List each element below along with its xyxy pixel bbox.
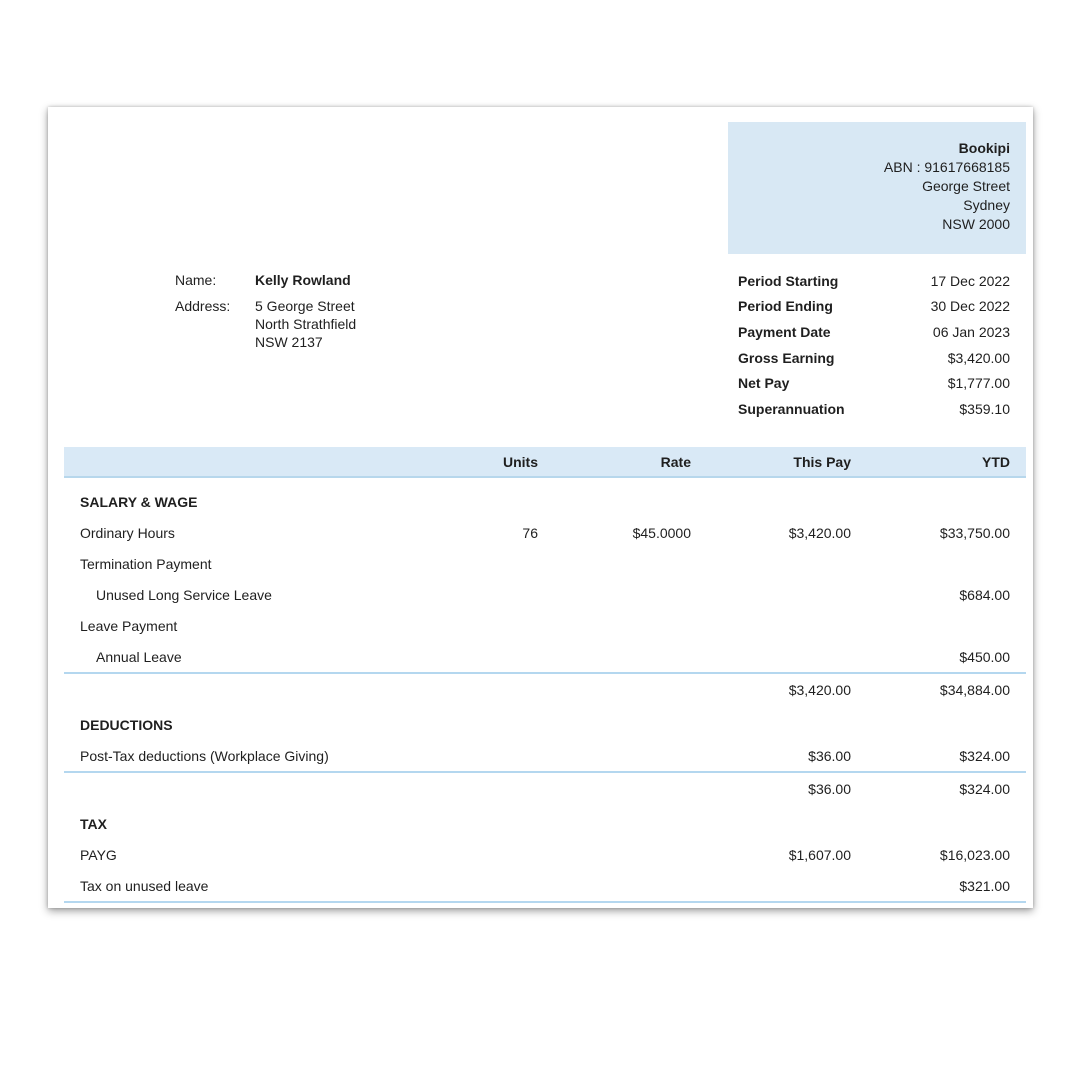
summary-row — [738, 345, 1010, 371]
summary-value: 06 Jan 2023 — [932, 323, 1010, 340]
summary-label: Gross Earning — [738, 349, 835, 366]
row-label: TAX — [80, 815, 107, 832]
company-abn: ABN : 91617668185 — [883, 159, 1010, 175]
summary-label: Payment Date — [738, 323, 831, 340]
row-value: $321.00 — [959, 877, 1010, 894]
row-label: DEDUCTIONS — [80, 716, 173, 733]
table-row — [64, 740, 1026, 771]
row-value: $33,750.00 — [939, 524, 1010, 541]
row-label: PAYG — [80, 846, 117, 863]
table-row — [64, 579, 1026, 610]
company-info-box — [728, 122, 1026, 254]
payslip-page — [48, 107, 1033, 908]
row-value: $3,420.00 — [788, 524, 851, 541]
employee-address-label: Address: — [175, 298, 231, 314]
section-subtotal-row — [64, 674, 1026, 705]
employee-name-row — [175, 271, 356, 290]
section-title-row — [64, 486, 1026, 517]
section-title-row — [64, 808, 1026, 839]
employee-address-line: 5 George Street — [255, 298, 355, 314]
employee-name-label: Name: — [175, 272, 217, 288]
summary-value: 30 Dec 2022 — [930, 298, 1010, 315]
table-row — [64, 610, 1026, 641]
row-value: $36.00 — [808, 780, 851, 797]
row-value: $1,607.00 — [788, 846, 851, 863]
table-section — [64, 486, 1026, 705]
header-this-pay-cell: This Pay — [793, 453, 851, 470]
table-row — [64, 517, 1026, 548]
employee-address-row — [175, 297, 356, 351]
summary-label: Net Pay — [738, 375, 790, 392]
section-title-row — [64, 709, 1026, 740]
row-value: $34,884.00 — [939, 681, 1010, 698]
header-rate-cell: Rate — [660, 453, 691, 470]
table-section — [64, 808, 1026, 903]
row-label: Leave Payment — [80, 617, 178, 634]
pay-table — [64, 447, 1026, 903]
summary-row — [738, 319, 1010, 345]
employee-address-line: North Strathfield — [255, 316, 357, 332]
row-value: $684.00 — [959, 586, 1010, 603]
company-name: Bookipi — [958, 140, 1010, 156]
summary-value: 17 Dec 2022 — [930, 272, 1010, 289]
company-address-line: George Street — [922, 178, 1010, 194]
row-value: $45.0000 — [632, 524, 691, 541]
row-value: $324.00 — [959, 747, 1010, 764]
summary-label: Period Ending — [738, 298, 833, 315]
table-row — [64, 548, 1026, 579]
row-label: Annual Leave — [96, 648, 182, 665]
pay-table-body — [64, 486, 1026, 903]
summary-value: $3,420.00 — [947, 349, 1010, 366]
summary-row — [738, 396, 1010, 422]
summary-label: Superannuation — [738, 400, 845, 417]
section-divider-rule — [64, 901, 1026, 903]
row-value: 76 — [522, 524, 538, 541]
row-label: Tax on unused leave — [80, 877, 209, 894]
employee-block — [175, 271, 356, 358]
header-units-cell: Units — [503, 453, 538, 470]
row-label: SALARY & WAGE — [80, 493, 198, 510]
table-row — [64, 641, 1026, 672]
summary-value: $1,777.00 — [947, 375, 1010, 392]
summary-row — [738, 294, 1010, 320]
row-label: Termination Payment — [80, 555, 212, 572]
row-label: Ordinary Hours — [80, 524, 175, 541]
pay-summary-block — [738, 268, 1010, 422]
section-subtotal-row — [64, 773, 1026, 804]
row-label: Post-Tax deductions (Workplace Giving) — [80, 747, 329, 764]
row-label: Unused Long Service Leave — [96, 586, 272, 603]
header-ytd-cell: YTD — [982, 453, 1010, 470]
employee-address-value — [255, 297, 356, 351]
summary-row — [738, 370, 1010, 396]
summary-value: $359.10 — [959, 400, 1010, 417]
table-row — [64, 870, 1026, 901]
company-address-line: NSW 2000 — [942, 216, 1010, 232]
row-value: $324.00 — [959, 780, 1010, 797]
row-value: $3,420.00 — [788, 681, 851, 698]
company-address-line: Sydney — [963, 197, 1010, 213]
employee-address-line: NSW 2137 — [255, 334, 323, 350]
row-value: $36.00 — [808, 747, 851, 764]
pay-table-header-row — [64, 447, 1026, 478]
summary-row — [738, 268, 1010, 294]
summary-label: Period Starting — [738, 272, 839, 289]
table-row — [64, 839, 1026, 870]
row-value: $16,023.00 — [939, 846, 1010, 863]
row-value: $450.00 — [959, 648, 1010, 665]
table-section — [64, 709, 1026, 804]
employee-name-value: Kelly Rowland — [255, 272, 351, 288]
company-address — [744, 177, 1010, 234]
